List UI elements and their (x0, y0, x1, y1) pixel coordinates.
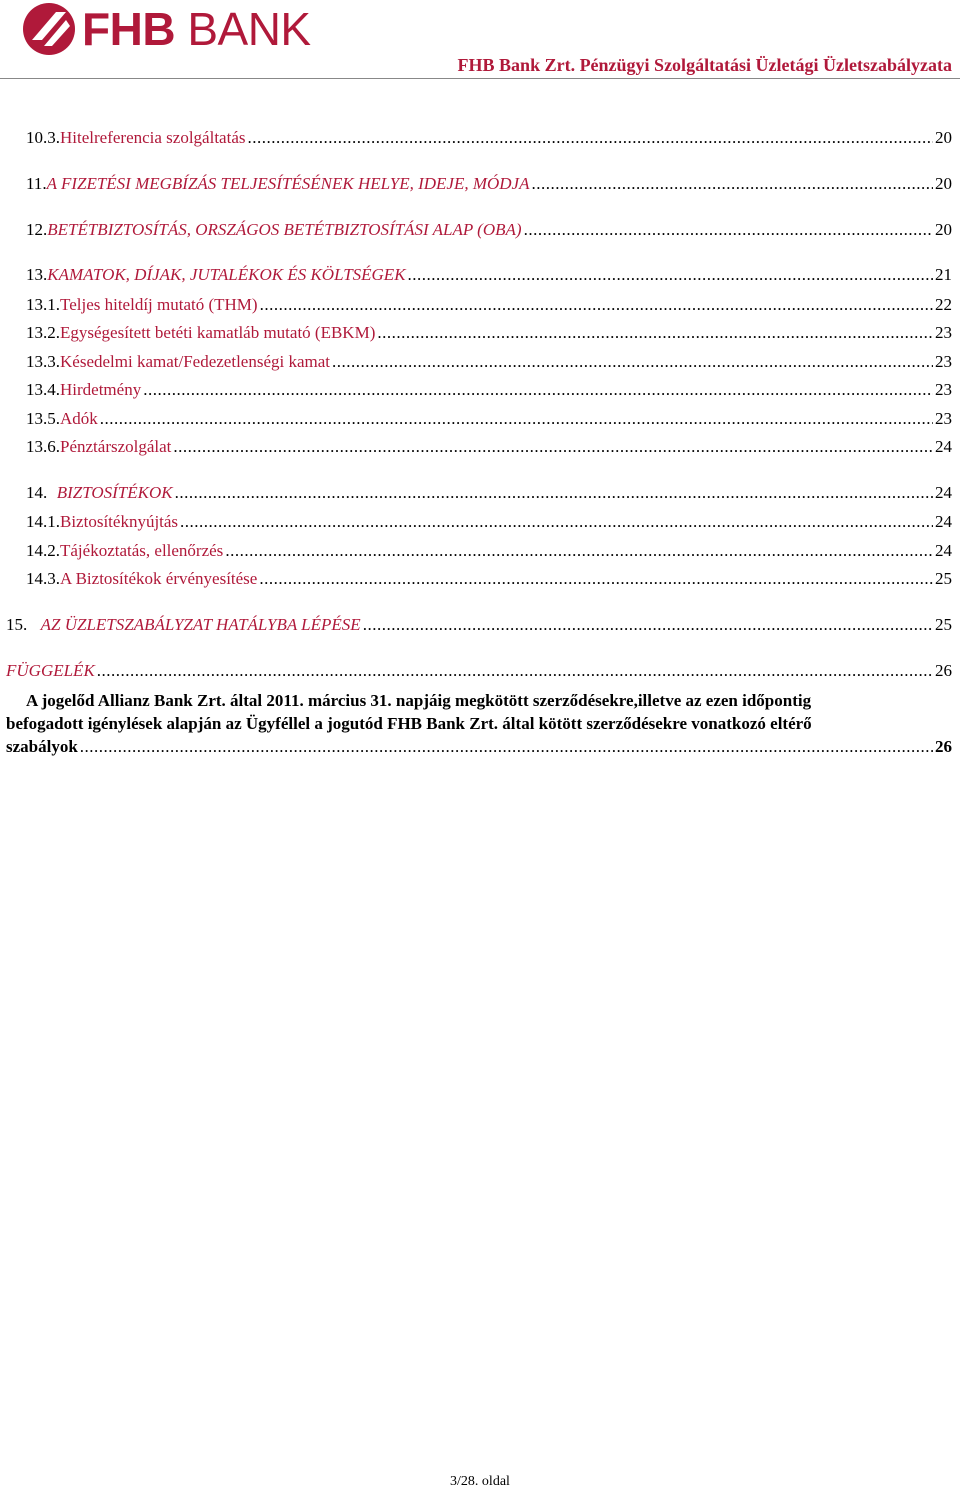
toc-entry-page: 24 (935, 512, 952, 531)
fhb-bank-logo (22, 2, 311, 56)
toc-entry-13-5[interactable] (26, 409, 952, 429)
toc-entry-number: 14. (26, 483, 48, 502)
toc-leader-dots (175, 483, 933, 503)
toc-entry-title: Tájékoztatás, ellenőrzés (60, 541, 224, 560)
appendix-line-2 (6, 712, 952, 735)
toc-entry-title: A Biztosítékok érvényesítése (60, 569, 258, 588)
toc-leader-dots (259, 569, 933, 589)
toc-leader-dots (524, 220, 933, 240)
toc-entry-title: AZ ÜZLETSZABÁLYZAT HATÁLYBA LÉPÉSE (40, 615, 361, 634)
appendix-text: szabályok (6, 737, 78, 756)
toc-entry-13-1[interactable] (26, 295, 952, 315)
toc-entry-title: Egységesített betéti kamatláb mutató (EBKM) (60, 323, 376, 342)
toc-entry-title: KAMATOK, DÍJAK, JUTALÉKOK ÉS KÖLTSÉGEK (47, 265, 406, 284)
toc-entry-number: 13.5. (26, 409, 60, 428)
toc-entry-page: 25 (935, 615, 952, 634)
logo-wordmark (82, 2, 311, 56)
toc-entry-title: Hitelreferencia szolgáltatás (60, 128, 246, 147)
toc-leader-dots (180, 512, 933, 532)
toc-leader-dots (173, 437, 933, 457)
toc-entry-number: 14.3. (26, 569, 60, 588)
toc-leader-dots (408, 265, 933, 285)
toc-entry-number: 14.2. (26, 541, 60, 560)
toc-entry-14[interactable] (26, 483, 952, 503)
header-divider (0, 78, 960, 79)
toc-entry-title: Adók (60, 409, 98, 428)
appendix-line-1 (6, 689, 952, 712)
toc-entry-number: 13.3. (26, 352, 60, 371)
toc-entry-14-3[interactable] (26, 569, 952, 589)
toc-leader-dots (97, 661, 933, 681)
toc-entry-title: FÜGGELÉK (6, 661, 95, 680)
toc-entry-title: Teljes hiteldíj mutató (THM) (60, 295, 258, 314)
logo-brand-light: BANK (187, 3, 311, 55)
toc-leader-dots (332, 352, 933, 372)
toc-entry-number: 13.4. (26, 380, 60, 399)
toc-entry-number: 13.6. (26, 437, 60, 456)
toc-entry-14-2[interactable] (26, 541, 952, 561)
toc-entry-page: 20 (935, 128, 952, 147)
toc-entry-number: 11. (26, 174, 47, 193)
toc-entry-title: Biztosítéknyújtás (60, 512, 179, 531)
toc-entry-14-1[interactable] (26, 512, 952, 532)
toc-leader-dots (225, 541, 933, 561)
toc-entry-number: 13. (26, 265, 48, 284)
toc-entry-number: 14.1. (26, 512, 60, 531)
toc-entry-appendix-sub[interactable] (6, 689, 952, 758)
toc-leader-dots (363, 615, 933, 635)
logo-brand-bold: FHB (82, 3, 176, 55)
toc-entry-title: Hirdetmény (60, 380, 142, 399)
toc-entry-13-6[interactable] (26, 437, 952, 457)
toc-entry-13-3[interactable] (26, 352, 952, 372)
toc-entry-page: 20 (935, 220, 952, 239)
toc-entry-10-3[interactable] (26, 128, 952, 148)
appendix-text: A jogelőd Allianz Bank Zrt. által 2011. március 31. napjáig megkötött szerződésekre,illetve az ezen időpontig (26, 691, 812, 710)
page-header (0, 0, 960, 80)
toc-entry-title: Késedelmi kamat/Fedezetlenségi kamat (60, 352, 331, 371)
toc-entry-title: A FIZETÉSI MEGBÍZÁS TELJESÍTÉSÉNEK HELYE, IDEJE, MÓDJA (46, 174, 530, 193)
toc-entry-page: 23 (935, 409, 952, 428)
toc-entry-number: 10.3. (26, 128, 60, 147)
toc-entry-page: 24 (935, 437, 952, 456)
toc-entry-number: 13.2. (26, 323, 60, 342)
toc-entry-page: 25 (935, 569, 952, 588)
toc-entry-13-4[interactable] (26, 380, 952, 400)
appendix-text: befogadott igénylések alapján az Ügyféllel a jogutód FHB Bank Zrt. által kötött szerződésekre vonatkozó eltérő (6, 714, 812, 733)
toc-entry-page: 23 (935, 380, 952, 399)
toc-entry-page: 26 (935, 737, 952, 756)
toc-entry-12[interactable] (26, 220, 952, 240)
toc-entry-number: 15. (6, 615, 28, 634)
appendix-line-3 (6, 735, 952, 758)
toc-entry-13-2[interactable] (26, 323, 952, 343)
toc-leader-dots (531, 174, 933, 194)
toc-leader-dots (377, 323, 933, 343)
toc-entry-page: 21 (935, 265, 952, 284)
toc-entry-number: 13.1. (26, 295, 60, 314)
toc-entry-page: 26 (935, 661, 952, 680)
toc-entry-page: 20 (935, 174, 952, 193)
toc-entry-page: 23 (935, 352, 952, 371)
toc-entry-title: Pénztárszolgálat (60, 437, 172, 456)
toc-entry-15[interactable] (6, 615, 952, 635)
toc-leader-dots (247, 128, 933, 148)
toc-entry-page: 22 (935, 295, 952, 314)
toc-leader-dots (80, 735, 933, 758)
page-number-footer: 3/28. oldal (450, 1474, 510, 1489)
toc-entry-11[interactable] (26, 174, 952, 194)
toc-entry-title: BETÉTBIZTOSÍTÁS, ORSZÁGOS BETÉTBIZTOSÍTÁSI ALAP (OBA) (47, 220, 522, 239)
toc-entry-appendix[interactable] (6, 661, 952, 681)
toc-leader-dots (100, 409, 933, 429)
document-title: FHB Bank Zrt. Pénzügyi Szolgáltatási Üzletági Üzletszabályzata (457, 55, 952, 75)
toc-entry-page: 23 (935, 323, 952, 342)
toc-entry-page: 24 (935, 541, 952, 560)
toc-entry-title: BIZTOSÍTÉKOK (56, 483, 173, 502)
toc-leader-dots (260, 295, 933, 315)
fhb-logo-mark-icon (22, 2, 76, 56)
toc-entry-page: 24 (935, 483, 952, 502)
toc-entry-13[interactable] (26, 265, 952, 285)
toc-leader-dots (143, 380, 933, 400)
toc-entry-number: 12. (26, 220, 48, 239)
